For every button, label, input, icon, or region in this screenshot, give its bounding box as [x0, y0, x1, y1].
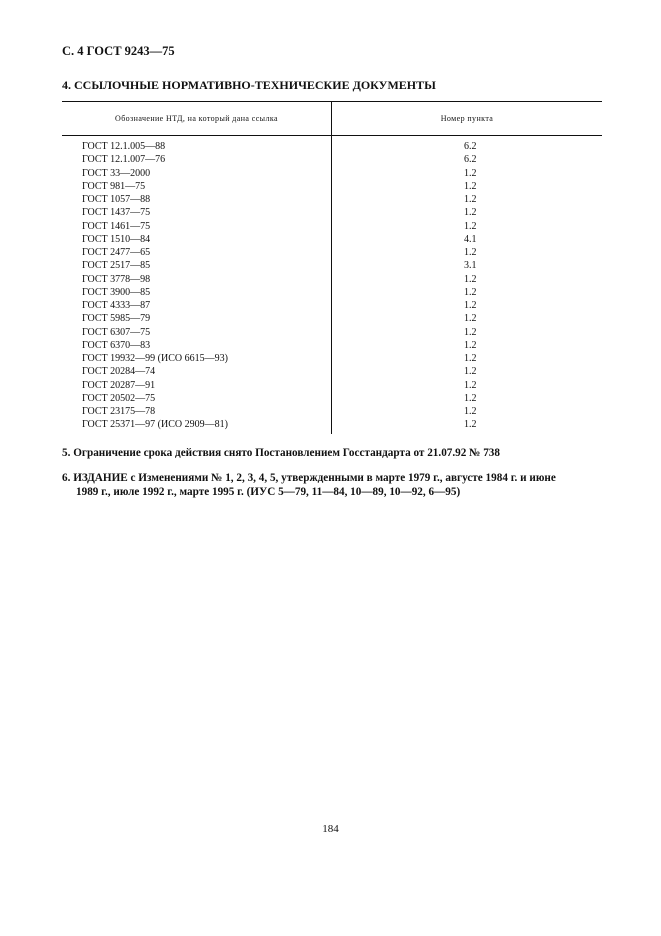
- table-cell-item-number: 1.2: [464, 207, 477, 219]
- table-cell-item-number: 1.2: [464, 220, 477, 232]
- reference-documents-table: [62, 101, 602, 434]
- column-header-item-number: Номер пункта: [440, 114, 494, 123]
- table-cell-document: ГОСТ 12.1.005—88: [82, 141, 166, 152]
- table-cell-item-number: 1.2: [464, 300, 477, 311]
- page-header: С. 4 ГОСТ 9243—75: [62, 44, 175, 58]
- table-cell-document: ГОСТ 1437—75: [82, 207, 151, 219]
- table-cell-document: ГОСТ 981—75: [82, 180, 146, 192]
- table-cell-item-number: 1.2: [464, 392, 477, 404]
- table-cell-item-number: 6.2: [464, 154, 477, 166]
- table-cell-document: ГОСТ 4333—87: [82, 300, 151, 311]
- page-number: 184: [322, 823, 339, 835]
- table-cell-item-number: 1.2: [464, 353, 477, 364]
- table-cell-document: ГОСТ 6370—83: [82, 339, 151, 351]
- table-cell-item-number: 1.2: [464, 406, 477, 417]
- table-cell-document: ГОСТ 25371—97 (ИСО 2909—81): [82, 419, 228, 431]
- table-cell-document: ГОСТ 1057—88: [82, 194, 151, 205]
- table-cell-document: ГОСТ 3900—85: [82, 286, 151, 298]
- table-cell-document: ГОСТ 2517—85: [82, 260, 151, 272]
- table-cell-document: ГОСТ 19932—99 (ИСО 6615—93): [82, 353, 228, 364]
- table-header-row: [62, 102, 602, 136]
- table-cell-item-number: 1.2: [464, 326, 477, 338]
- table-cell-item-number: 4.1: [464, 233, 477, 245]
- table-cell-document: ГОСТ 20287—91: [82, 379, 156, 391]
- section-6-line-2: 1989 г., июле 1992 г., марте 1995 г. (ИУС 5—79, 11—84, 10—89, 10—92, 6—95): [76, 486, 461, 498]
- table-cell-item-number: 1.2: [464, 194, 477, 205]
- table-cell-item-number: 1.2: [464, 247, 477, 258]
- table-cell-item-number: 1.2: [464, 379, 477, 391]
- table-cell-item-number: 1.2: [464, 286, 477, 298]
- table-cell-document: ГОСТ 6307—75: [82, 326, 151, 338]
- table-cell-item-number: 1.2: [464, 366, 477, 378]
- column-header-document: Обозначение НТД, на который дана ссылка: [62, 102, 332, 135]
- table-cell-item-number: 1.2: [464, 167, 477, 179]
- table-cell-document: ГОСТ 20502—75: [82, 392, 156, 404]
- table-cell-item-number: 1.2: [464, 180, 477, 192]
- table-cell-document: ГОСТ 1510—84: [82, 233, 151, 245]
- table-cell-item-number: 1.2: [464, 419, 477, 431]
- table-cell-document: ГОСТ 23175—78: [82, 406, 156, 417]
- table-cell-document: ГОСТ 3778—98: [82, 273, 151, 285]
- section-5-paragraph: 5. Ограничение срока действия снято Постановлением Госстандарта от 21.07.92 № 738: [62, 447, 500, 459]
- table-cell-document: ГОСТ 2477—65: [82, 247, 151, 258]
- table-cell-document: ГОСТ 12.1.007—76: [82, 154, 166, 166]
- document-column: [62, 136, 332, 434]
- item-number-column: [332, 136, 602, 434]
- table-cell-document: ГОСТ 5985—79: [82, 313, 151, 325]
- table-cell-document: ГОСТ 33—2000: [82, 167, 151, 179]
- table-cell-item-number: 1.2: [464, 273, 477, 285]
- table-cell-document: ГОСТ 20284—74: [82, 366, 156, 378]
- table-cell-item-number: 1.2: [464, 313, 477, 325]
- table-cell-item-number: 3.1: [464, 260, 477, 272]
- table-cell-item-number: 1.2: [464, 339, 477, 351]
- section-6-paragraph: [62, 471, 607, 499]
- table-cell-item-number: 6.2: [464, 141, 477, 152]
- section-6-line-1: 6. ИЗДАНИЕ с Изменениями № 1, 2, 3, 4, 5, утвержденными в марте 1979 г., августе 1984 г. и июне: [62, 472, 556, 484]
- table-cell-document: ГОСТ 1461—75: [82, 220, 151, 232]
- table-body: [62, 136, 602, 434]
- section-4-title: 4. ССЫЛОЧНЫЕ НОРМАТИВНО-ТЕХНИЧЕСКИЕ ДОКУМЕНТЫ: [62, 78, 436, 92]
